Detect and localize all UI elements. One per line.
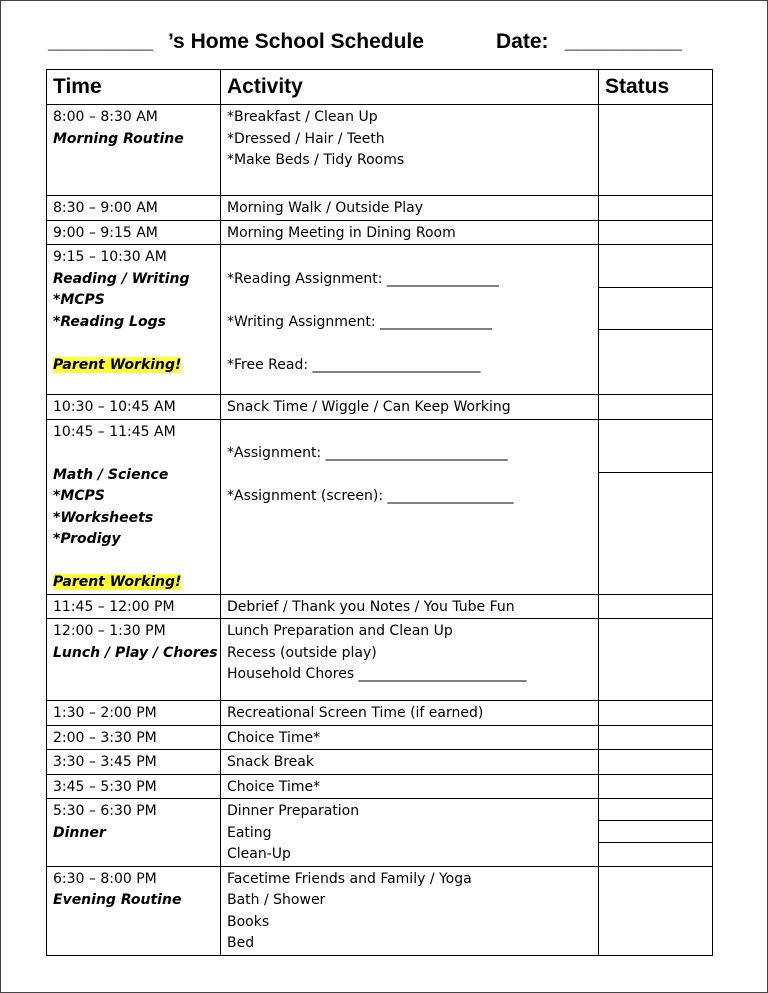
time-range: 3:45 – 5:30 PM (53, 778, 157, 795)
activity-cell (221, 220, 599, 245)
status-cell[interactable] (599, 196, 713, 221)
activity-cell (221, 105, 599, 196)
activity-item: Lunch Preparation and Clean Up (227, 623, 453, 639)
block-note: *Prodigy (53, 531, 121, 547)
activity-cell (221, 619, 599, 701)
time-range: 9:15 – 10:30 AM (53, 249, 167, 265)
time-cell (47, 220, 221, 245)
status-cell[interactable] (599, 395, 713, 420)
time-range: 8:00 – 8:30 AM (53, 109, 158, 125)
parent-working-highlight: Parent Working! (53, 356, 182, 373)
activity-item: *Make Beds / Tidy Rooms (227, 152, 405, 168)
activity-cell (221, 701, 599, 726)
activity-item: *Dressed / Hair / Teeth (227, 130, 385, 147)
time-cell (47, 245, 221, 395)
time-cell (47, 419, 221, 594)
status-cell[interactable] (599, 619, 713, 701)
time-range: 10:30 – 10:45 AM (53, 399, 176, 415)
table-row (47, 701, 713, 726)
activity-item: Debrief / Thank you Notes / You Tube Fun (227, 598, 515, 615)
status-slot[interactable] (599, 288, 712, 330)
table-row (47, 594, 713, 619)
status-cell[interactable] (599, 419, 713, 594)
col-header-status: Status (599, 70, 713, 105)
time-range: 8:30 – 9:00 AM (53, 200, 158, 216)
activity-cell (221, 594, 599, 619)
activity-cell (221, 750, 599, 775)
activity-item: Bed (227, 935, 255, 951)
activity-cell (221, 419, 599, 594)
table-row (47, 196, 713, 221)
activity-item: *Breakfast / Clean Up (227, 109, 378, 125)
block-note: *MCPS (53, 488, 105, 504)
time-cell (47, 105, 221, 196)
activity-item: Clean-Up (227, 846, 291, 862)
activity-item: Bath / Shower (227, 892, 326, 908)
assignment-line: *Assignment (screen): __________________ (227, 488, 514, 504)
activity-item: Recess (outside play) (227, 644, 377, 661)
time-cell (47, 725, 221, 750)
block-label: Dinner (53, 824, 106, 841)
activity-item: Snack Time / Wiggle / Can Keep Working (227, 399, 511, 415)
status-slot[interactable] (599, 420, 712, 473)
table-row (47, 220, 713, 245)
time-cell (47, 619, 221, 701)
time-range: 9:00 – 9:15 AM (53, 224, 158, 241)
schedule-table (46, 69, 713, 956)
time-range: 11:45 – 12:00 PM (53, 598, 175, 615)
activity-cell (221, 774, 599, 799)
table-row (47, 105, 713, 196)
table-row (47, 866, 713, 955)
status-cell[interactable] (599, 725, 713, 750)
table-row (47, 419, 713, 594)
block-label: Lunch / Play / Chores (53, 644, 218, 661)
block-label: Morning Routine (53, 130, 184, 147)
activity-item: Household Chores ________________________ (227, 666, 527, 682)
time-cell (47, 866, 221, 955)
activity-item: Morning Walk / Outside Play (227, 200, 423, 216)
status-slot[interactable] (599, 245, 712, 288)
activity-item: Choice Time* (227, 729, 321, 746)
time-cell (47, 196, 221, 221)
status-cell[interactable] (599, 105, 713, 196)
table-row (47, 245, 713, 395)
block-label: Reading / Writing (53, 270, 190, 287)
date-blank: __________ (565, 30, 682, 53)
parent-working-highlight: Parent Working! (53, 574, 182, 590)
col-header-time: Time (47, 70, 221, 105)
table-row (47, 750, 713, 775)
activity-item: Facetime Friends and Family / Yoga (227, 870, 472, 887)
block-note: *Worksheets (53, 509, 154, 526)
time-cell (47, 750, 221, 775)
table-row (47, 395, 713, 420)
block-label: Evening Routine (53, 892, 182, 908)
time-range: 12:00 – 1:30 PM (53, 623, 166, 639)
status-slot[interactable] (599, 843, 712, 865)
status-slot[interactable] (599, 473, 712, 591)
time-cell (47, 395, 221, 420)
status-slot[interactable] (599, 799, 712, 821)
status-cell[interactable] (599, 866, 713, 955)
name-blank: _________ (48, 30, 154, 53)
time-cell (47, 594, 221, 619)
time-cell (47, 701, 221, 726)
activity-cell (221, 245, 599, 395)
status-slot[interactable] (599, 330, 712, 394)
status-cell[interactable] (599, 750, 713, 775)
assignment-line: *Assignment: __________________________ (227, 445, 508, 461)
table-header-row (47, 70, 713, 105)
block-note: *Reading Logs (53, 313, 166, 330)
time-cell (47, 799, 221, 867)
table-row (47, 774, 713, 799)
time-range: 3:30 – 3:45 PM (53, 754, 157, 770)
date-label: Date: (496, 30, 549, 53)
time-range: 2:00 – 3:30 PM (53, 729, 157, 746)
time-cell (47, 774, 221, 799)
activity-item: Snack Break (227, 754, 314, 770)
status-slot[interactable] (599, 821, 712, 843)
time-range: 10:45 – 11:45 AM (53, 423, 176, 440)
table-row (47, 725, 713, 750)
time-range: 1:30 – 2:00 PM (53, 705, 157, 721)
time-range: 5:30 – 6:30 PM (53, 803, 157, 819)
page-title: ’s Home School Schedule (168, 30, 424, 53)
activity-item: Books (227, 913, 270, 930)
activity-item: Choice Time* (227, 778, 321, 795)
table-row (47, 619, 713, 701)
activity-cell (221, 799, 599, 867)
page-header (46, 28, 726, 60)
activity-item: Dinner Preparation (227, 803, 360, 819)
status-cell[interactable] (599, 220, 713, 245)
assignment-line: *Reading Assignment: ________________ (227, 270, 499, 287)
block-note: *MCPS (53, 292, 105, 308)
assignment-line: *Writing Assignment: ________________ (227, 313, 493, 330)
table-row (47, 799, 713, 867)
activity-cell (221, 395, 599, 420)
activity-item: Recreational Screen Time (if earned) (227, 705, 484, 721)
activity-item: Eating (227, 824, 272, 841)
activity-item: Morning Meeting in Dining Room (227, 224, 456, 241)
activity-cell (221, 866, 599, 955)
status-cell[interactable] (599, 701, 713, 726)
status-cell[interactable] (599, 594, 713, 619)
assignment-line: *Free Read: ________________________ (227, 356, 481, 373)
col-header-activity: Activity (221, 70, 599, 105)
status-cell[interactable] (599, 774, 713, 799)
status-cell[interactable] (599, 245, 713, 395)
activity-cell (221, 196, 599, 221)
activity-cell (221, 725, 599, 750)
status-cell[interactable] (599, 799, 713, 867)
block-label: Math / Science (53, 466, 169, 483)
time-range: 6:30 – 8:00 PM (53, 870, 157, 887)
